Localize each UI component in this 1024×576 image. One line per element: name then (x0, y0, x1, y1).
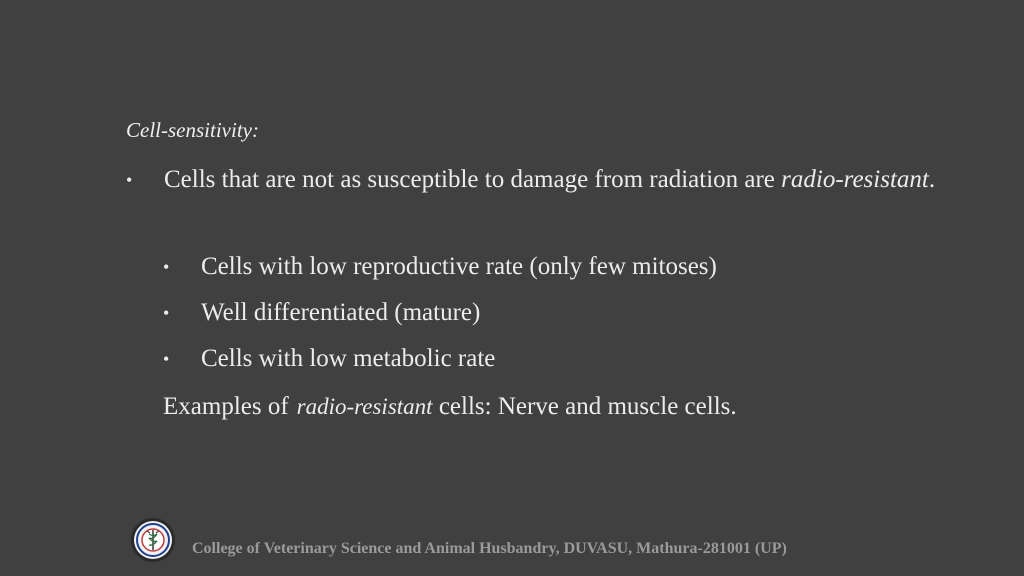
bullet-icon: • (126, 170, 133, 190)
slide-heading: Cell-sensitivity: (126, 118, 259, 142)
college-emblem-icon (130, 517, 176, 563)
bullet-icon: • (163, 303, 170, 323)
main-bullet-text-before: Cells that are not as susceptible to damage from radiation are (164, 166, 782, 193)
sub-bullet-text: Cells with low metabolic rate (201, 345, 496, 372)
sub-bullet (163, 249, 943, 285)
examples-line (163, 389, 737, 425)
sub-bullet-text: Cells with low reproductive rate (only few mitoses) (201, 253, 717, 280)
sub-bullet-text: Well differentiated (mature) (201, 299, 481, 326)
examples-prefix: Examples of (163, 393, 289, 420)
main-bullet-text-after: . (928, 166, 936, 193)
footer-institution: College of Veterinary Science and Animal Husbandry, DUVASU, Mathura-281001 (UP) (192, 540, 787, 557)
sub-bullet (163, 341, 943, 377)
bullet-icon: • (163, 349, 170, 369)
bullet-icon: • (163, 257, 170, 277)
examples-suffix: cells: Nerve and muscle cells. (432, 393, 737, 420)
sub-bullet (163, 295, 943, 331)
main-bullet-text (164, 162, 935, 198)
examples-italic-term: radio-resistant (296, 394, 433, 419)
main-bullet-italic-term: radio-resistant (781, 166, 929, 193)
main-bullet (126, 162, 956, 198)
